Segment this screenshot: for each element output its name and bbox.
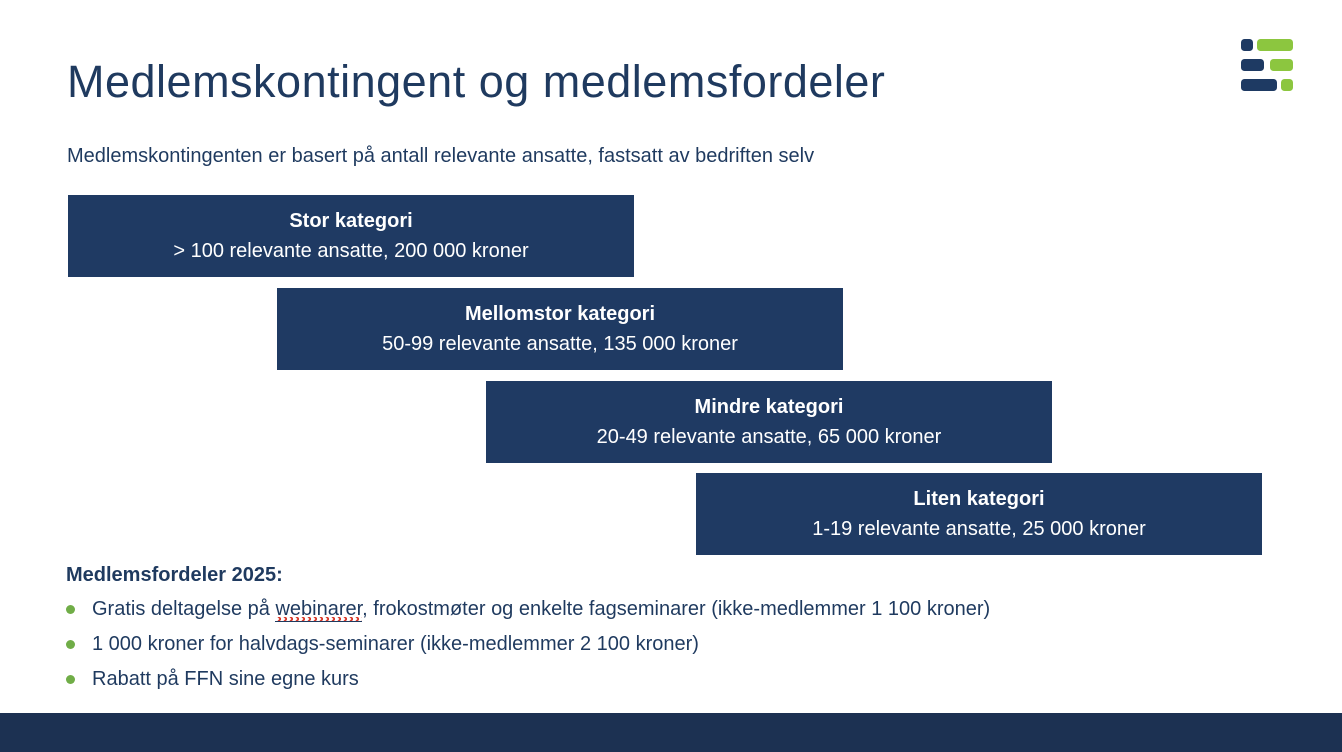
footer-bar [0,713,1342,752]
category-box-stor [68,195,634,277]
category-detail: 1-19 relevante ansatte, 25 000 kroner [812,518,1146,540]
logo-bar-navy-large [1241,79,1277,91]
category-detail: 20-49 relevante ansatte, 65 000 kroner [596,426,942,448]
logo-bar-navy-small [1241,39,1253,51]
category-detail: 50-99 relevante ansatte, 135 000 kroner [382,333,738,355]
bullet-icon [66,675,75,684]
benefits-list [66,598,990,703]
logo-bar-navy-medium [1241,59,1264,71]
category-box-liten [696,473,1262,555]
list-item [66,668,990,690]
benefit-text-post: , frokostmøter og enkelte fagseminarer (ikke-medlemmer 1 100 kroner) [362,598,991,620]
category-box-mellomstor [277,288,843,370]
logo-bar-green-large [1257,39,1293,51]
company-logo-icon [1241,39,1293,91]
page-title: Medlemskontingent og medlemsfordeler [67,56,886,107]
logo-bar-green-medium [1270,59,1293,71]
list-item [66,633,990,655]
intro-text: Medlemskontingenten er basert på antall relevante ansatte, fastsatt av bedriften selv [67,145,815,167]
category-name: Liten kategori [913,488,1045,510]
logo-row [1241,79,1293,91]
logo-row [1241,39,1293,51]
benefits-heading: Medlemsfordeler 2025: [66,564,283,586]
category-detail: > 100 relevante ansatte, 200 000 kroner [173,240,529,262]
category-name: Stor kategori [289,210,413,232]
benefit-text: Rabatt på FFN sine egne kurs [92,668,359,690]
category-box-mindre [486,381,1052,463]
list-item [66,598,990,620]
logo-row [1241,59,1293,71]
webinarer-link[interactable]: webinarer [275,598,363,620]
logo-bar-green-small [1281,79,1293,91]
benefit-text-pre: Gratis deltagelse på [92,598,276,620]
bullet-icon [66,605,75,614]
category-name: Mindre kategori [694,396,844,418]
benefit-text: 1 000 kroner for halvdags-seminarer (ikke-medlemmer 2 100 kroner) [92,633,699,655]
bullet-icon [66,640,75,649]
category-name: Mellomstor kategori [464,303,656,325]
